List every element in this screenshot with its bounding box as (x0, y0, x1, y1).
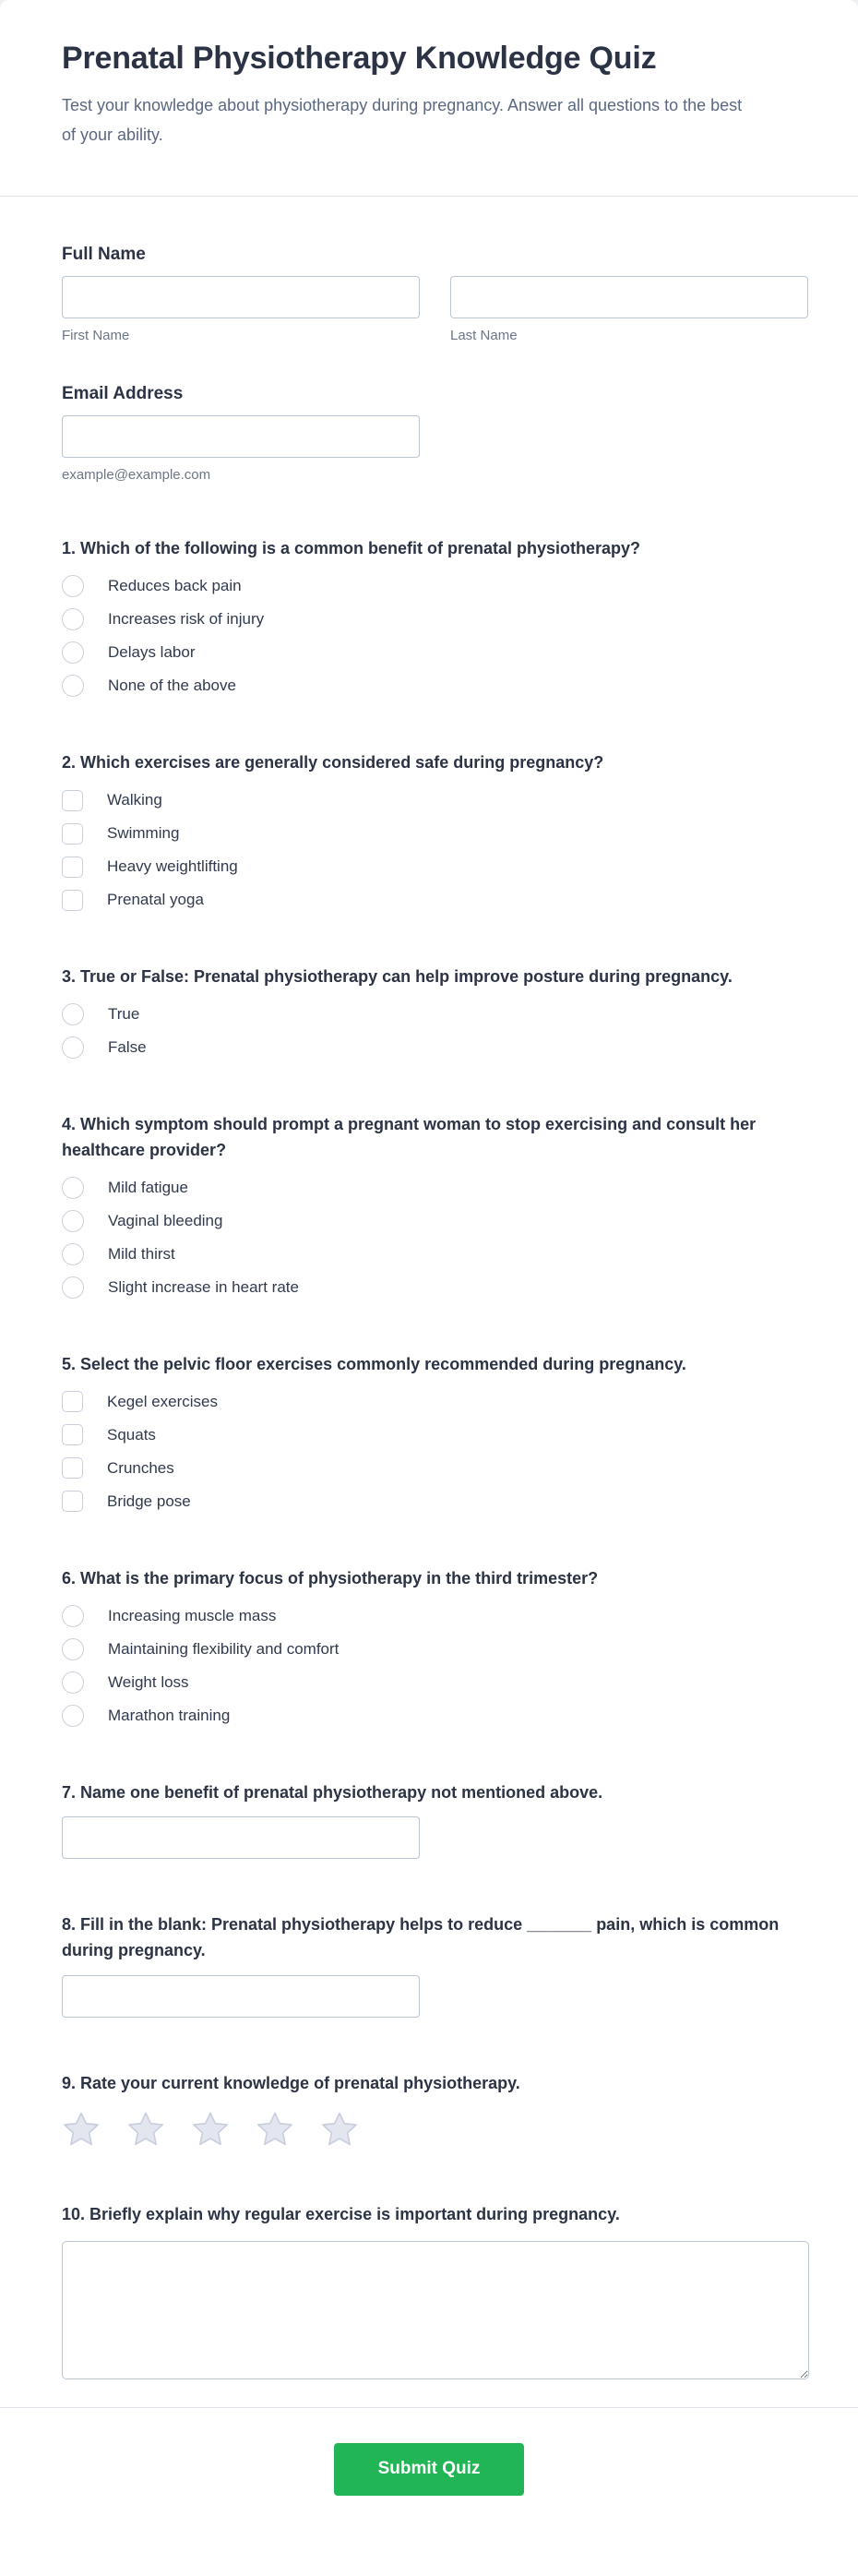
option-label: Delays labor (108, 643, 196, 662)
question-block-5 (62, 1352, 809, 1513)
email-sublabel: example@example.com (62, 467, 211, 484)
checkbox-option[interactable] (62, 789, 809, 811)
radio-icon[interactable] (62, 1243, 84, 1265)
option-label: False (108, 1037, 147, 1056)
long-answer-textarea[interactable] (62, 2241, 809, 2379)
first-name-input[interactable] (62, 276, 420, 318)
radio-option[interactable] (62, 675, 809, 697)
option-label: Vaginal bleeding (108, 1211, 223, 1229)
star-icon[interactable] (62, 2112, 101, 2149)
star-icon[interactable] (191, 2112, 230, 2149)
submit-button[interactable]: Submit Quiz (334, 2443, 524, 2496)
checkbox-icon[interactable] (62, 790, 83, 811)
checkbox-icon[interactable] (62, 1424, 83, 1445)
checkbox-icon[interactable] (62, 890, 83, 911)
star-icon[interactable] (320, 2112, 359, 2149)
checkbox-option[interactable] (62, 822, 809, 845)
question-text: 10. Briefly explain why regular exercise is important during pregnancy. (62, 2205, 620, 2224)
radio-option[interactable] (62, 575, 809, 597)
email-input[interactable] (62, 415, 420, 458)
options-list (62, 1391, 809, 1513)
option-label: Weight loss (108, 1672, 189, 1691)
checkbox-option[interactable] (62, 1491, 809, 1513)
radio-icon[interactable] (62, 1605, 84, 1627)
options-list (62, 1003, 809, 1059)
option-label: Squats (107, 1425, 156, 1444)
form-footer (0, 2408, 858, 2544)
full-name-label: Full Name (62, 245, 146, 265)
question-text: 2. Which exercises are generally considered safe during pregnancy? (62, 753, 604, 773)
checkbox-option[interactable] (62, 1457, 809, 1480)
radio-option[interactable] (62, 1705, 809, 1727)
radio-icon[interactable] (62, 1003, 84, 1025)
checkbox-icon[interactable] (62, 1491, 83, 1512)
email-label: Email Address (62, 384, 184, 404)
checkbox-option[interactable] (62, 1424, 809, 1446)
star-icon[interactable] (126, 2112, 165, 2149)
checkbox-icon[interactable] (62, 823, 83, 845)
radio-icon[interactable] (62, 1210, 84, 1232)
question-block-8 (62, 1912, 809, 2018)
option-label: Mild thirst (108, 1244, 175, 1263)
options-list (62, 1177, 809, 1299)
radio-option[interactable] (62, 608, 809, 630)
checkbox-option[interactable] (62, 889, 809, 911)
question-text: 6. What is the primary focus of physiotherapy in the third trimester? (62, 1568, 599, 1588)
option-label: Increases risk of injury (108, 610, 265, 629)
form-header (0, 0, 858, 196)
option-label: Mild fatigue (108, 1178, 188, 1196)
star-rating (62, 2112, 809, 2149)
option-label: Maintaining flexibility and comfort (108, 1639, 340, 1658)
question-text: 8. Fill in the blank: Prenatal physiotherapy helps to reduce _______ pain, which is common during pregnancy. (62, 1915, 780, 1960)
form-title: Prenatal Physiotherapy Knowledge Quiz (62, 41, 657, 76)
radio-icon[interactable] (62, 575, 84, 597)
radio-option[interactable] (62, 1036, 809, 1059)
checkbox-option[interactable] (62, 1391, 809, 1413)
option-label: None of the above (108, 677, 236, 695)
radio-icon[interactable] (62, 1276, 84, 1299)
checkbox-icon[interactable] (62, 857, 83, 878)
radio-icon[interactable] (62, 1638, 84, 1660)
fill-blank-input[interactable] (62, 1975, 420, 2018)
checkbox-option[interactable] (62, 856, 809, 878)
option-label: Heavy weightlifting (107, 857, 238, 876)
question-block-10 (62, 2202, 809, 2379)
question-block-6 (62, 1566, 809, 1727)
option-label: Walking (107, 791, 162, 809)
question-text: 7. Name one benefit of prenatal physiotherapy not mentioned above. (62, 1782, 603, 1802)
question-text: 3. True or False: Prenatal physiotherapy can help improve posture during pregnancy. (62, 967, 733, 987)
radio-option[interactable] (62, 1605, 809, 1627)
option-label: Increasing muscle mass (108, 1606, 277, 1624)
short-answer-input[interactable] (62, 1816, 420, 1859)
radio-option[interactable] (62, 1177, 809, 1199)
option-label: True (108, 1004, 140, 1023)
question-block-9 (62, 2071, 809, 2149)
question-block-1 (62, 536, 809, 697)
radio-option[interactable] (62, 1276, 809, 1299)
option-label: Slight increase in heart rate (108, 1277, 299, 1296)
option-label: Marathon training (108, 1706, 231, 1724)
question-block-2 (62, 750, 809, 911)
radio-icon[interactable] (62, 1705, 84, 1727)
question-block-7 (62, 1780, 809, 1860)
option-label: Reduces back pain (108, 577, 242, 595)
question-block-4 (62, 1112, 809, 1299)
question-text: 9. Rate your current knowledge of prenatal physiotherapy. (62, 2074, 520, 2093)
option-label: Kegel exercises (107, 1392, 219, 1410)
full-name-field (62, 245, 809, 343)
checkbox-icon[interactable] (62, 1391, 83, 1412)
radio-icon[interactable] (62, 1177, 84, 1199)
question-block-3 (62, 965, 809, 1059)
option-label: Crunches (107, 1458, 174, 1477)
radio-option[interactable] (62, 1003, 809, 1025)
question-text: 5. Select the pelvic floor exercises commonly recommended during pregnancy. (62, 1354, 686, 1373)
checkbox-icon[interactable] (62, 1457, 83, 1479)
radio-option[interactable] (62, 1243, 809, 1265)
radio-option[interactable] (62, 1671, 809, 1694)
option-label: Bridge pose (107, 1492, 191, 1510)
question-text: 4. Which symptom should prompt a pregnant woman to stop exercising and consult her healthcare provider? (62, 1114, 757, 1159)
star-icon[interactable] (256, 2112, 294, 2149)
radio-icon[interactable] (62, 1036, 84, 1059)
options-list (62, 1605, 809, 1727)
radio-option[interactable] (62, 1638, 809, 1660)
first-name-sublabel: First Name (62, 328, 130, 344)
options-list (62, 575, 809, 697)
radio-icon[interactable] (62, 608, 84, 630)
radio-icon[interactable] (62, 675, 84, 697)
radio-icon[interactable] (62, 641, 84, 664)
email-field (62, 384, 809, 483)
radio-option[interactable] (62, 1210, 809, 1232)
option-label: Prenatal yoga (107, 891, 204, 909)
last-name-sublabel: Last Name (450, 328, 518, 344)
last-name-input[interactable] (450, 276, 808, 318)
options-list (62, 789, 809, 911)
form-body (0, 197, 858, 2407)
form-subtitle: Test your knowledge about physiotherapy during pregnancy. Answer all questions to the best of your ability. (62, 95, 743, 144)
option-label: Swimming (107, 824, 180, 843)
question-text: 1. Which of the following is a common benefit of prenatal physiotherapy? (62, 539, 641, 558)
radio-icon[interactable] (62, 1671, 84, 1694)
radio-option[interactable] (62, 641, 809, 664)
